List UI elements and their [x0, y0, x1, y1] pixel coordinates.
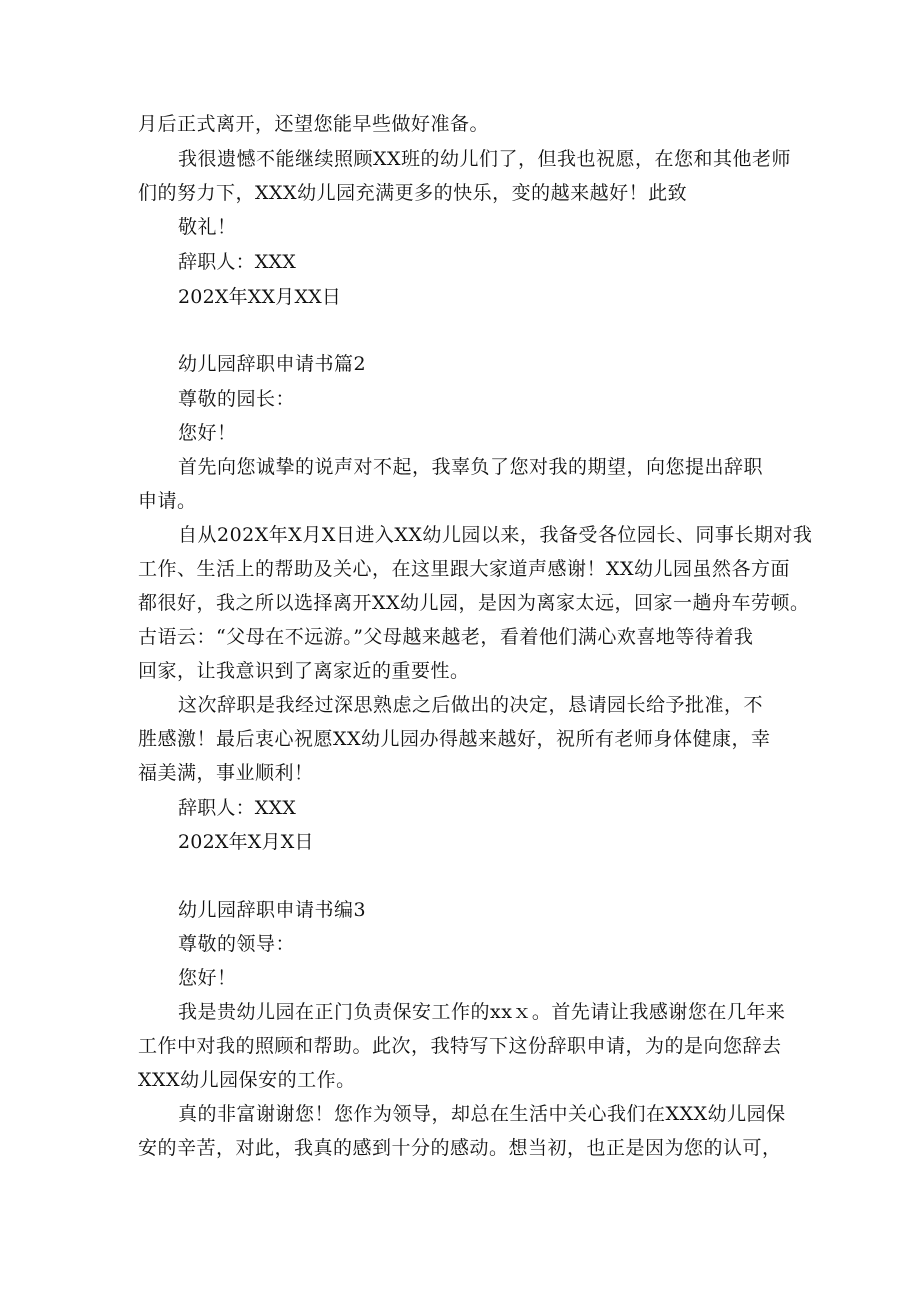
paragraph-first-line: 首先向您诚挚的说声对不起，我辜负了您对我的期望，向您提出辞职	[178, 456, 764, 478]
paragraph-first-line: 这次辞职是我经过深思熟虑之后做出的决定，恳请园长给予批准，不	[178, 694, 764, 716]
body-text-line: 回家，让我意识到了离家近的重要性。	[138, 660, 470, 682]
paragraph-first-line: 自从202X年X月X日进入XX幼儿园以来，我备受各位园长、同事长期对我	[178, 524, 813, 546]
body-text-line: XXX幼儿园保安的工作。	[138, 1069, 356, 1091]
greeting: 您好！	[178, 422, 237, 444]
signature-name: 辞职人：XXX	[178, 251, 296, 273]
salutation: 尊敬的领导：	[178, 933, 296, 955]
body-text-line: 申请。	[138, 490, 197, 512]
body-text-line: 福美满，事业顺利！	[138, 762, 314, 784]
paragraph-first-line: 我很遗憾不能继续照顾XX班的幼儿们了，但我也祝愿，在您和其他老师	[178, 148, 792, 170]
body-text-line: 月后正式离开，还望您能早些做好准备。	[138, 113, 490, 135]
body-text-line: 工作中对我的照顾和帮助。此次，我特写下这份辞职申请，为的是向您辞去	[138, 1035, 782, 1057]
salutation: 尊敬的园长：	[178, 388, 296, 410]
body-text-line: 胜感激！最后衷心祝愿XX幼儿园办得越来越好，祝所有老师身体健康，幸	[138, 728, 771, 750]
signature-name: 辞职人：XXX	[178, 797, 296, 819]
greeting: 您好！	[178, 967, 237, 989]
body-text-line: 工作、生活上的帮助及关心，在这里跟大家道声感谢！XX幼儿园虽然各方面	[138, 558, 791, 580]
body-text-line: 都很好，我之所以选择离开XX幼儿园，是因为离家太远，回家一趟舟车劳顿。	[138, 592, 810, 614]
signature-date: 202X年X月X日	[178, 831, 314, 853]
closing-salutation: 敬礼！	[178, 216, 237, 238]
paragraph-first-line: 真的非富谢谢您！您作为领导，却总在生活中关心我们在XXX幼儿园保	[178, 1103, 786, 1125]
section-heading: 幼儿园辞职申请书编3	[178, 899, 367, 921]
body-text-line: 古语云：“父母在不远游。”父母越来越老，看着他们满心欢喜地等待着我	[138, 626, 754, 648]
signature-date: 202X年XX月XX日	[178, 286, 342, 308]
body-text-line: 安的辛苦，对此，我真的感到十分的感动。想当初，也正是因为您的认可，	[138, 1137, 782, 1159]
paragraph-first-line: 我是贵幼儿园在正门负责保安工作的xxｘ。首先请让我感谢您在几年来	[178, 1001, 786, 1023]
section-heading: 幼儿园辞职申请书篇2	[178, 353, 367, 375]
body-text-line: 们的努力下，XXX幼儿园充满更多的快乐，变的越来越好！此致	[138, 182, 688, 204]
